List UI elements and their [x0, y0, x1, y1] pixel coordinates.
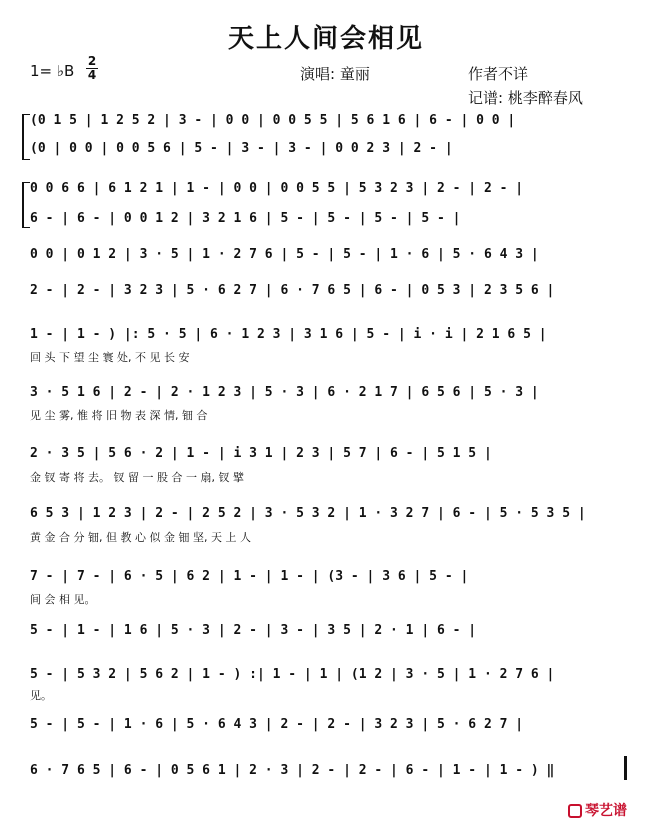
notation-row: 5 - | 5 3 2 | 5 6 2 | 1 - ) :| 1 - | 1 | (1 2 | 3 · 5 | 1 · 2 7 6 |	[30, 667, 555, 682]
notation-row: 0 0 6 6 | 6 1 2 1 | 1 - | 0 0 | 0 0 5 5 | 5 3 2 3 | 2 - | 2 - |	[30, 181, 524, 196]
lyric-line: 见 尘 雾, 惟 将 旧 物 表 深 情, 钿 合	[30, 409, 208, 422]
lyric-line: 见。	[30, 689, 52, 702]
system-brace	[22, 114, 30, 160]
singer-credit: 演唱: 童丽	[300, 65, 370, 83]
song-title: 天上人间会相见	[227, 24, 424, 54]
system-brace	[22, 182, 30, 228]
notation-row: (0 1 5 | 1 2 5 2 | 3 - | 0 0 | 0 0 5 5 | 5 6 1 6 | 6 - | 0 0 |	[30, 113, 516, 128]
notation-row: 6 · 7 6 5 | 6 - | 0 5 6 1 | 2 · 3 | 2 - | 2 - | 6 - | 1 - | 1 - ) ‖	[30, 763, 555, 778]
final-barline	[624, 756, 627, 780]
lyric-line: 金 钗 寄 将 去。 钗 留 一 股 合 一 扇, 钗 擘	[30, 471, 244, 484]
lyric-line: 回 头 下 望 尘 寰 处, 不 见 长 安	[30, 351, 190, 364]
author-credit: 作者不详	[468, 65, 529, 83]
notation-row: 7 - | 7 - | 6 · 5 | 6 2 | 1 - | 1 - | (3 - | 3 6 | 5 - |	[30, 569, 469, 584]
time-signature	[86, 55, 98, 82]
lyric-line: 黄 金 合 分 钿, 但 教 心 似 金 钿 坚, 天 上 人	[30, 531, 251, 544]
notation-row: 2 · 3 5 | 5 6 · 2 | 1 - | i 3 1 | 2 3 | 5 7 | 6 - | 5 1 5 |	[30, 446, 492, 461]
lyric-line: 间 会 相 见。	[30, 593, 96, 606]
notation-row: 1 - | 1 - ) |: 5 · 5 | 6 · 1 2 3 | 3 1 6 | 5 - | i · i | 2 1 6 5 |	[30, 327, 547, 342]
notation-row: 6 5 3 | 1 2 3 | 2 - | 2 5 2 | 3 · 5 3 2 | 1 · 3 2 7 | 6 - | 5 · 5 3 5 |	[30, 506, 586, 521]
notation-row: 2 - | 2 - | 3 2 3 | 5 · 6 2 7 | 6 · 7 6 5 | 6 - | 0 5 3 | 2 3 5 6 |	[30, 283, 555, 298]
transcriber-credit: 记谱: 桃李醉春风	[468, 89, 583, 107]
logo-icon	[568, 804, 582, 818]
time-signature-top: 2	[87, 54, 97, 68]
key-signature: 1= ♭B	[30, 62, 75, 80]
notation-row: 6 - | 6 - | 0 0 1 2 | 3 2 1 6 | 5 - | 5 - | 5 - | 5 - |	[30, 211, 461, 226]
logo-text: 琴艺谱	[585, 803, 627, 819]
notation-row: 5 - | 5 - | 1 · 6 | 5 · 6 4 3 | 2 - | 2 - | 3 2 3 | 5 · 6 2 7 |	[30, 717, 524, 732]
notation-row: 3 · 5 1 6 | 2 - | 2 · 1 2 3 | 5 · 3 | 6 · 2 1 7 | 6 5 6 | 5 · 3 |	[30, 385, 539, 400]
notation-row: (0 | 0 0 | 0 0 5 6 | 5 - | 3 - | 3 - | 0 0 2 3 | 2 - |	[30, 141, 453, 156]
notation-row: 0 0 | 0 1 2 | 3 · 5 | 1 · 2 7 6 | 5 - | 5 - | 1 · 6 | 5 · 6 4 3 |	[30, 247, 539, 262]
site-logo	[568, 800, 627, 820]
notation-row: 5 - | 1 - | 1 6 | 5 · 3 | 2 - | 3 - | 3 5 | 2 · 1 | 6 - |	[30, 623, 477, 638]
time-signature-bottom: 4	[87, 68, 97, 82]
